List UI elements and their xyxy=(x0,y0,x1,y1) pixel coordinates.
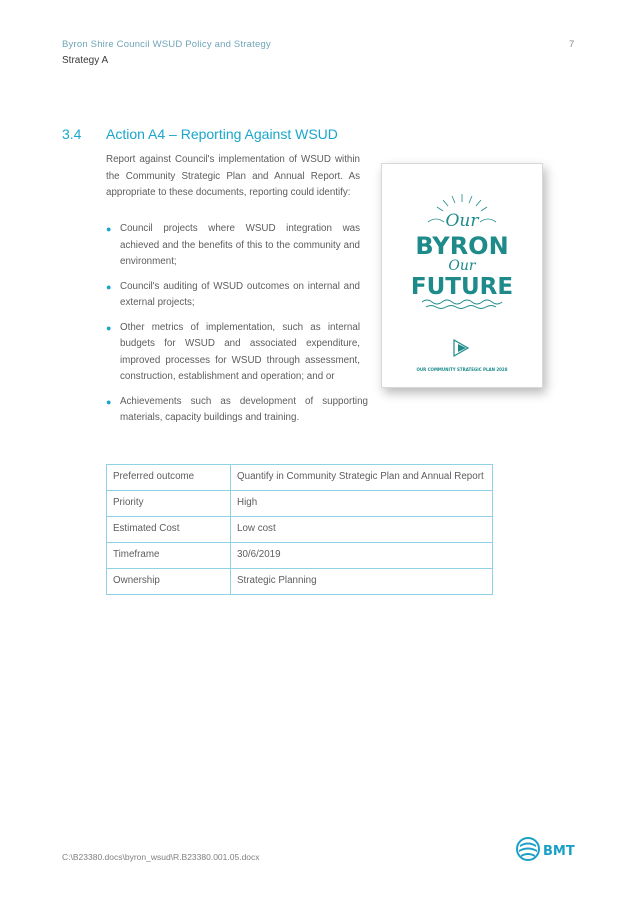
table-row xyxy=(107,465,493,491)
globe-icon xyxy=(517,838,539,860)
row-value: Strategic Planning xyxy=(231,569,493,595)
bullet-text: Other metrics of implementation, such as internal budgets for WSUD and associated expenditure, improved processes for WSUD through assessment, construction, establishment and operation; and or xyxy=(120,321,360,382)
cover-line2: BYRON xyxy=(415,232,509,260)
bullet-icon: ● xyxy=(106,281,112,292)
section-intro xyxy=(106,152,360,202)
row-value: 30/6/2019 xyxy=(231,543,493,569)
list-item xyxy=(106,221,360,271)
table-row xyxy=(107,569,493,595)
bullet-text: Achievements such as development of supporting materials, capacity buildings and training. xyxy=(120,395,368,423)
footer-file-reference: C:\B23380.docs\byron_wsud\R.B23380.001.05.docx xyxy=(62,852,260,862)
row-value: Low cost xyxy=(231,517,493,543)
bullet-text: Council's auditing of WSUD outcomes on internal and external projects; xyxy=(120,280,360,308)
row-label: Preferred outcome xyxy=(107,465,231,491)
section-title: Action A4 – Reporting Against WSUD xyxy=(106,126,338,142)
strategic-plan-cover-image xyxy=(381,163,543,388)
bullet-text: Council projects where WSUD integration was achieved and the benefits of this to the community and environment; xyxy=(120,223,360,267)
table-row xyxy=(107,491,493,517)
row-label: Ownership xyxy=(107,569,231,595)
intro-paragraph: Report against Council's implementation of WSUD within the Community Strategic Plan and Annual Report. As appropriate to these documents, reporting could identify: xyxy=(106,154,360,198)
cover-line3: Our xyxy=(448,258,476,274)
row-label: Estimated Cost xyxy=(107,517,231,543)
logo-text: BMT xyxy=(543,844,575,859)
row-value: High xyxy=(231,491,493,517)
cover-artwork xyxy=(382,164,542,387)
bmt-logo xyxy=(514,834,584,864)
cover-line1: Our xyxy=(445,211,479,231)
bullet-list xyxy=(106,221,368,427)
cover-caption: OUR COMMUNITY STRATEGIC PLAN 2028 xyxy=(416,367,508,372)
table-row xyxy=(107,543,493,569)
row-label: Priority xyxy=(107,491,231,517)
plan-logo-icon xyxy=(454,340,468,356)
section-number: 3.4 xyxy=(62,126,82,142)
action-summary-table xyxy=(106,464,493,595)
bullet-icon: ● xyxy=(106,396,112,407)
list-item xyxy=(106,394,368,427)
page-number: 7 xyxy=(569,39,575,50)
waves-icon xyxy=(422,300,502,309)
cover-line4: FUTURE xyxy=(410,274,514,300)
row-label: Timeframe xyxy=(107,543,231,569)
bullet-icon: ● xyxy=(106,322,112,333)
row-value: Quantify in Community Strategic Plan and Annual Report xyxy=(231,465,493,491)
list-item xyxy=(106,320,360,386)
header-title: Byron Shire Council WSUD Policy and Strategy xyxy=(62,39,271,50)
bullet-icon: ● xyxy=(106,224,112,234)
header-subtitle: Strategy A xyxy=(62,55,109,66)
list-item xyxy=(106,279,360,312)
table-row xyxy=(107,517,493,543)
